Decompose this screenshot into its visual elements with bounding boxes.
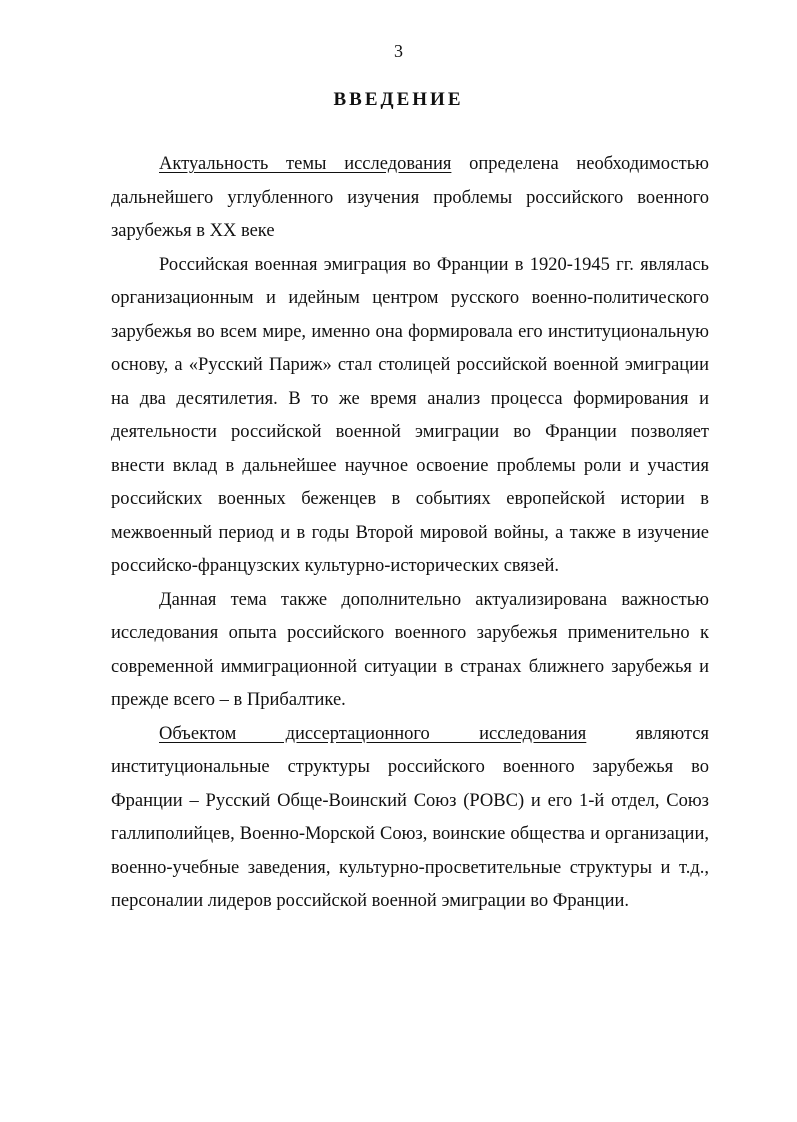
underlined-term: Объектом диссертационного исследования <box>159 723 587 744</box>
paragraph-actualization <box>111 584 709 718</box>
paragraph-relevance <box>111 148 709 249</box>
body-text <box>111 148 709 919</box>
paragraph-object <box>111 718 709 919</box>
page-number: 3 <box>394 41 403 61</box>
paragraph-text: являются институциональные структуры российского военного зарубежья во Франции – Русский Обще-Воинский Союз (РОВС) и его 1-й отдел, Союз галлиполийцев, Военно-Морской Союз, воинские общества и организации, военно-учебные заведения, культурно-просветительные структуры и т.д., персоналии лидеров российской военной эмиграции во Франции. <box>111 723 709 911</box>
section-heading: ВВЕДЕНИЕ <box>333 89 464 110</box>
paragraph-text: Российская военная эмиграция во Франции в 1920-1945 гг. являлась организационным и идейным центром русского военно-политического зарубежья во всем мире, именно она формировала его институциональную основу, а «Русский Париж» стал столицей российской военной эмиграции на два десятилетия. В то же время анализ процесса формирования и деятельности российской военной эмиграции во Франции позволяет внести вклад в дальнейшее научное освоение проблемы роли и участия российских военных беженцев в событиях европейской истории в межвоенный период и в годы Второй мировой войны, а также в изучение российско-французских культурно-исторических связей. <box>111 254 709 576</box>
underlined-term: Актуальность темы исследования <box>159 154 452 174</box>
paragraph-text: определена необходимостью дальнейшего углубленного изучения проблемы российского военного зарубежья в XX веке <box>111 154 709 241</box>
paragraph-text: Данная тема также дополнительно актуализирована важностью исследования опыта российского военного зарубежья применительно к современной иммиграционной ситуации в странах ближнего зарубежья и прежде всего – в Прибалтике. <box>111 589 709 710</box>
paragraph-emigration <box>111 249 709 584</box>
